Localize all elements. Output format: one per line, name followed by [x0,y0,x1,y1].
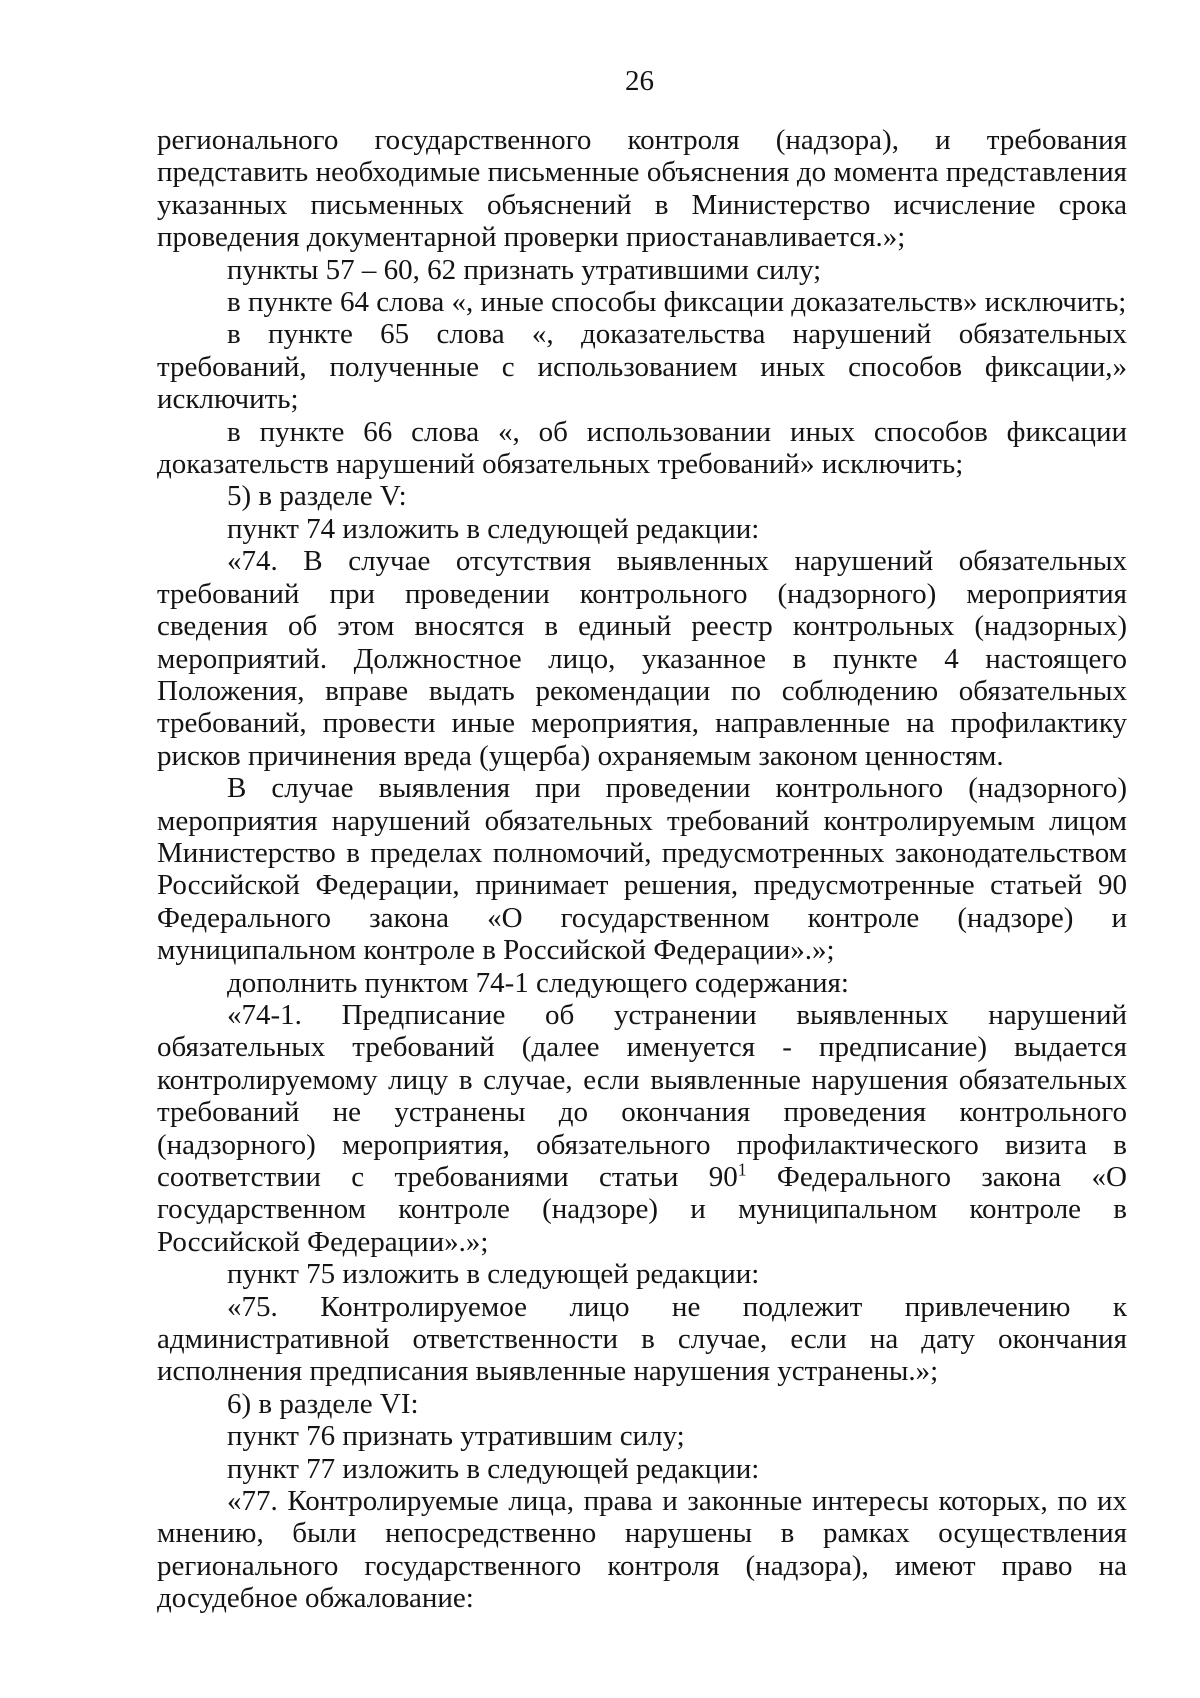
paragraph-section-v: 5) в разделе V: [227,480,407,513]
paragraph-item-65: в пункте 65 слова «, доказательства нарушений обязательных требований, полученные с использованием иных способов фиксации,» исключить; [157,318,1127,416]
paragraph-item-64: в пункте 64 слова «, иные способы фиксации доказательств» исключить; [227,286,1127,319]
paragraph-item-66: в пункте 66 слова «, об использовании иных способов фиксации доказательств нарушений обязательных требований» исключить; [157,415,1127,481]
paragraph-item-76: пункт 76 признать утратившим силу; [227,1420,685,1453]
paragraph-item-77-text: «77. Контролируемые лица, права и законные интересы которых, по их мнению, были непосредственно нарушены в рамках осуществления регионального государственного контроля (надзора), имеют право на досудебное обжалование: [157,1485,1127,1615]
paragraph-item-74-1-text-after: Федерального закона «О государственном контроле (надзоре) и муниципальном контроле в Российской Федерации».»; [157,1161,1127,1258]
paragraph-item-74-1-text-before: «74-1. Предписание об устранении выявленных нарушений обязательных требований (далее именуется - предписание) выдается контролируемому лицу в случае, если выявленные нарушения обязательных требований не устранены до окончания проведения контрольного (надзорного) мероприятия, обязательного профилактического визита в соответствии с требованиями статьи 90 [157,998,1127,1193]
document-body [157,124,1127,1615]
paragraph-continuation: регионального государственного контроля (надзора), и требования представить необходимые письменные объяснения до момента представления указанных письменных объяснений в Министерство исчисление срока проведения документарной проверки приостанавливается.»; [157,124,1127,254]
paragraph-items-57-60-62: пункты 57 – 60, 62 признать утратившими силу; [227,253,822,286]
paragraph-item-75-text: «75. Контролируемое лицо не подлежит привлечению к административной ответственности в случае, если на дату окончания исполнения предписания выявленные нарушения устранены.»; [157,1290,1127,1388]
paragraph-item-74-1-intro: дополнить пунктом 74-1 следующего содержания: [227,966,849,999]
paragraph-section-vi: 6) в разделе VI: [227,1387,419,1420]
paragraph-item-75-intro: пункт 75 изложить в следующей редакции: [227,1258,760,1291]
paragraph-item-74-intro: пункт 74 изложить в следующей редакции: [227,512,760,545]
paragraph-item-74-second: В случае выявления при проведении контрольного (надзорного) мероприятия нарушений обязательных требований контролируемым лицом Министерство в пределах полномочий, предусмотренных законодательством Российской Федерации, принимает решения, предусмотренные статьей 90 Федерального закона «О государственном контроле (надзоре) и муниципальном контроле в Российской Федерации».»; [157,772,1127,967]
paragraph-item-77-intro: пункт 77 изложить в следующей редакции: [227,1452,760,1485]
superscript-1: 1 [737,1159,747,1180]
paragraph-item-74-1-text [157,999,1127,1258]
paragraph-item-74-text: «74. В случае отсутствия выявленных нарушений обязательных требований при проведении контрольного (надзорного) мероприятия сведения об этом вносятся в единый реестр контрольных (надзорных) мероприятий. Должностное лицо, указанное в пункте 4 настоящего Положения, вправе выдать рекомендации по соблюдению обязательных требований, провести иные мероприятия, направленные на профилактику рисков причинения вреда (ущерба) охраняемым законом ценностям. [157,545,1127,772]
page-number: 26 [625,65,654,97]
